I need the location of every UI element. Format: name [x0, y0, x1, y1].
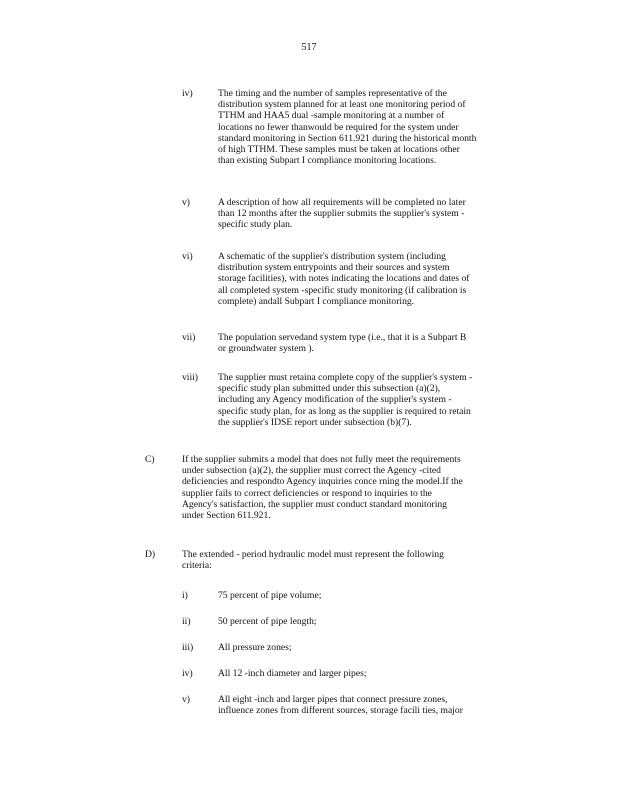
item-text [218, 332, 538, 354]
text-line: The population servedand system type (i.e., that it is a Subpart B [218, 332, 467, 343]
text-line: or groundwater system ). [218, 343, 314, 355]
text-line: If the supplier submits a model that does not fully meet the requirements [182, 454, 461, 465]
text-line: including any Agency modification of the supplier's system - [218, 394, 452, 406]
text-line: specific study plan, for as long as the supplier is required to retain [218, 405, 471, 417]
text-line: A description of how all requirements will be completed no later [218, 197, 466, 208]
text-line: The timing and the number of samples representative of the [218, 88, 447, 99]
text-line: TTHM and HAA5 dual -sample monitoring at a number of [218, 110, 445, 122]
item-label: viii) [182, 372, 198, 383]
text-line: All eight -inch and larger pipes that connect pressure zones, [218, 694, 448, 705]
item-label: D) [145, 549, 156, 560]
text-line: specific study plan. [218, 219, 293, 231]
item-text [218, 88, 538, 166]
text-line: 75 percent of pipe volume; [218, 590, 322, 601]
text-line: locations no fewer thanwould be required for the system under [218, 121, 459, 133]
item-label: i) [182, 590, 188, 601]
text-line: All 12 -inch diameter and larger pipes; [218, 668, 367, 679]
text-line: specific study plan submitted under this subsection (a)(2), [218, 383, 441, 395]
text-line: 50 percent of pipe length; [218, 616, 317, 627]
text-line: than existing Subpart I compliance monitoring locations. [218, 155, 437, 167]
text-line: standard monitoring in Section 611.921 during the historical month [218, 132, 477, 144]
item-text [218, 197, 538, 231]
item-text [182, 454, 534, 521]
item-text [218, 372, 538, 428]
item-label: vii) [182, 332, 196, 343]
text-line: criteria: [182, 560, 212, 572]
item-text [182, 549, 534, 571]
text-line: all completed system -specific study monitoring (if calibration is [218, 284, 467, 296]
item-label: v) [182, 694, 190, 705]
item-text [218, 616, 538, 627]
item-text [218, 590, 538, 601]
text-line: influence zones from different sources, storage facili ties, major [218, 705, 463, 717]
item-label: iv) [182, 668, 193, 679]
item-label: iv) [182, 88, 193, 99]
page-number: 517 [301, 42, 317, 53]
text-line: deficiencies and respondto Agency inquiries conce rning the model.If the [182, 476, 463, 488]
item-text [218, 251, 538, 307]
text-line: storage facilities), with notes indicating the locations and dates of [218, 273, 470, 285]
item-label: C) [145, 454, 155, 465]
item-label: ii) [182, 616, 191, 627]
item-label: iii) [182, 642, 194, 653]
text-line: under subsection (a)(2), the supplier must correct the Agency -cited [182, 465, 441, 477]
item-label: vi) [182, 251, 193, 262]
text-line: complete) andall Subpart I compliance monitoring. [218, 295, 415, 307]
text-line: the supplier's IDSE report under subsection (b)(7). [218, 416, 412, 428]
item-text [218, 694, 538, 716]
text-line: distribution system planned for at least one monitoring period of [218, 99, 466, 111]
text-line: of high TTHM. These samples must be taken at locations other [218, 144, 460, 156]
text-line: Agency's satisfaction, the supplier must conduct standard monitoring [182, 498, 447, 510]
item-text [218, 668, 538, 679]
text-line: than 12 months after the supplier submits the supplier's system - [218, 208, 465, 220]
text-line: supplier fails to correct deficiencies or respond to inquiries to the [182, 487, 432, 499]
text-line: The supplier must retaina complete copy of the supplier's system - [218, 372, 473, 383]
text-line: The extended - period hydraulic model must represent the following [182, 549, 444, 560]
text-line: All pressure zones; [218, 642, 292, 653]
text-line: A schematic of the supplier's distribution system (including [218, 251, 446, 262]
text-line: under Section 611.921. [182, 510, 271, 522]
item-text [218, 642, 538, 653]
item-label: v) [182, 197, 190, 208]
text-line: distribution system entrypoints and their sources and system [218, 262, 450, 274]
